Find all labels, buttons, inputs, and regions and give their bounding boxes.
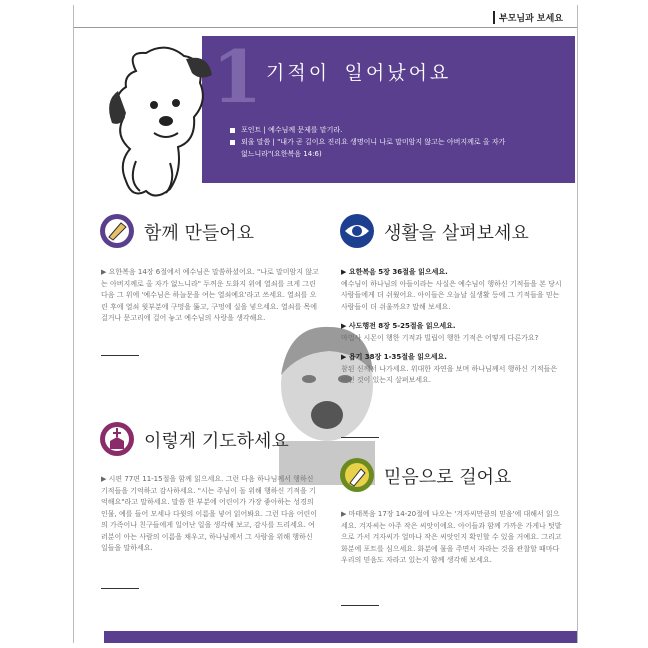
hero-banner (202, 36, 575, 183)
divider (101, 588, 139, 589)
life-item-2-text: 마법사 시몬이 행한 기적과 빌립이 행한 기적은 어떻게 다른가요? (341, 333, 539, 342)
eye-icon (339, 213, 375, 249)
hero-line: 외울 말씀 | "내가 곧 길이요 진리요 생명이니 나로 말미암지 않고는 아버지께로 올 자가 (230, 136, 560, 148)
section-title-life: 생활을 살펴보세요 (384, 223, 529, 244)
section-text-make: ▶ 요한복음 14장 6절에서 예수님은 말씀하셨어요. "나로 말미암지 않고는 아버지께로 올 자가 없느니라" 두꺼운 도화지 위에 열쇠를 크게 그린 다음 그 위에 '예수님은 하늘문을 여는 열쇠예요'라고 쓰세요. 열쇠를 오린 후에 열쇠 윗부분에 구멍을 뚫고, 구멍에 실을 넣으세요. 열쇠를 목에 걸거나 문고리에 걸어 놓고 예수님의 사랑을 생각해요. (101, 268, 319, 322)
footprint-icon (339, 457, 375, 493)
header-label: 부모님과 보세요 (493, 11, 563, 24)
lesson-number: 1 (212, 34, 263, 119)
section-text-life (341, 267, 566, 387)
life-item-3-text: 참된 신께서 나가세요. 위대한 자연을 보며 하나님께서 행하신 기적들은 어떤 것이 있는지 살펴보세요. (341, 364, 558, 384)
section-title-make: 함께 만들어요 (144, 223, 255, 244)
page (73, 5, 578, 643)
hero-line: 없느니라"(요한복음 14:6) (241, 150, 322, 158)
life-item-1-text: 예수님이 하나님의 아들이라는 사실은 예수님이 행하신 기적들을 본 당시 사람들에게 더 쉬웠어요. 아이들은 오늘날 실생활 등에 그 기적들을 믿는 사람들이 더 쉬울까요? 말해 보세요. (341, 279, 562, 311)
section-title-pray: 이렇게 기도하세요 (144, 431, 289, 452)
footer-bar (104, 631, 577, 643)
divider (101, 355, 139, 356)
life-item-2-head: ▶ 사도행전 8장 5-25절을 읽으세요. (341, 322, 456, 330)
life-item-3-head: ▶ 욥기 38장 1-35절을 읽으세요. (341, 353, 447, 361)
divider (341, 605, 379, 606)
dog-illustration (96, 31, 216, 206)
divider (341, 437, 379, 438)
pencil-icon (99, 213, 135, 249)
section-title-faith: 믿음으로 걸어요 (384, 467, 512, 488)
section-text-pray: ▶ 시편 77편 11-15절을 함께 읽으세요. 그런 다음 하나님께서 행하신 기적들을 기억하고 감사하세요. "시는 주님이 돌 위해 행하신 기적을 기억해요"라고 말하세요. 말씀 한 부분에 어린이가 가장 좋아하는 성경의 인물, 예를 들어 모세나 다윗의 이름을 넣어 읽어봐요. 그런 다음 어린이의 가족이나 친구들에게 일어난 일을 생각해 보고, 감사를 드리세요. 여러분이 아는 사람의 이름을 채우고, 하나님께서 그 사람을 위해 행하신 일들을 말하세요. (101, 475, 318, 552)
hero-points (230, 124, 560, 160)
section-text-faith: ▶ 마태복음 17장 14-20절에 나오는 '겨자씨만큼의 믿음'에 대해서 읽으세요. 겨자씨는 아주 작은 씨앗이에요. 아이들과 함께 가까운 가게나 텃밭으로 가서 겨자씨가 얼마나 작은 씨앗인지 확인할 수 있을 거예요. 그리고 화분에 포트를 심으세요. 화분에 물을 주면서 자라는 것을 관찰할 때마다 우리의 믿음도 자라고 있는지 함께 생각해 보세요. (341, 510, 562, 564)
church-icon (99, 421, 135, 457)
header-rule (74, 27, 577, 28)
life-item-1-head: ▶ 요한복음 5장 36절을 읽으세요. (341, 268, 448, 276)
lesson-title: 기적이 일어났어요 (266, 62, 452, 84)
hero-line: 포인트 | 예수님께 문제를 맡기라. (230, 124, 560, 136)
